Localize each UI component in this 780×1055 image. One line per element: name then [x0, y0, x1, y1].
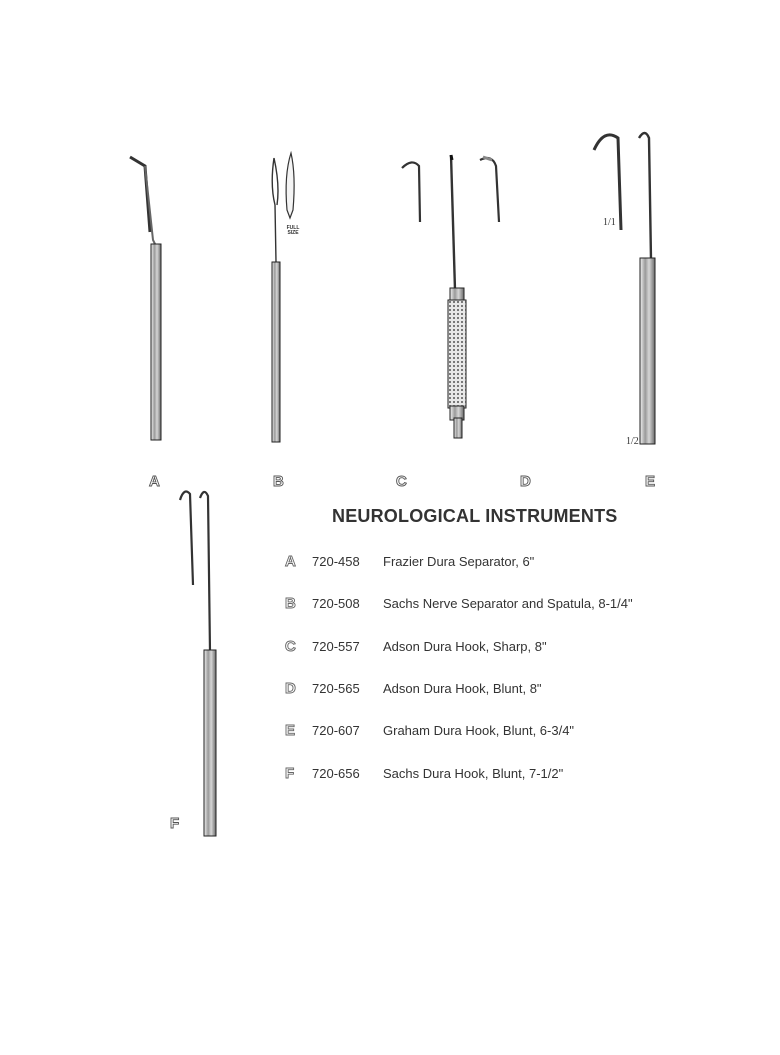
instrument-f-illustration	[180, 492, 216, 836]
item-letter: E	[285, 722, 296, 739]
instrument-a-illustration	[130, 157, 161, 440]
scale-mark-full: 1/1	[603, 217, 616, 228]
item-letter: D	[285, 680, 296, 697]
scale-mark-half: 1/2	[626, 436, 639, 447]
page-title: NEUROLOGICAL INSTRUMENTS	[332, 506, 618, 526]
item-code: 720-557	[312, 639, 360, 654]
item-code: 720-607	[312, 723, 360, 738]
label-f: F	[170, 815, 180, 832]
full-size-word-2: SIZE	[287, 230, 299, 236]
label-c: C	[396, 473, 407, 490]
item-description: Sachs Dura Hook, Blunt, 7-1/2"	[383, 766, 564, 781]
item-code: 720-458	[312, 554, 360, 569]
label-b: B	[273, 473, 284, 490]
instrument-c-d-illustration	[402, 155, 499, 438]
item-description: Adson Dura Hook, Sharp, 8"	[383, 639, 547, 654]
item-letter: B	[285, 595, 296, 612]
item-description: Frazier Dura Separator, 6"	[383, 554, 535, 569]
item-letter: F	[285, 765, 295, 782]
full-size-note	[286, 226, 300, 236]
label-a: A	[149, 473, 160, 490]
full-size-word-1: FULL	[286, 225, 300, 231]
item-description: Adson Dura Hook, Blunt, 8"	[383, 681, 542, 696]
item-code: 720-656	[312, 766, 360, 781]
label-e: E	[645, 473, 656, 490]
item-description: Graham Dura Hook, Blunt, 6-3/4"	[383, 723, 575, 738]
item-description: Sachs Nerve Separator and Spatula, 8-1/4"	[383, 596, 633, 611]
instrument-e-illustration	[594, 133, 655, 444]
item-letter: C	[285, 638, 296, 655]
item-code: 720-508	[312, 596, 360, 611]
item-letter: A	[285, 553, 296, 570]
instrument-b-illustration	[272, 153, 294, 442]
label-d: D	[520, 473, 531, 490]
item-code: 720-565	[312, 681, 360, 696]
